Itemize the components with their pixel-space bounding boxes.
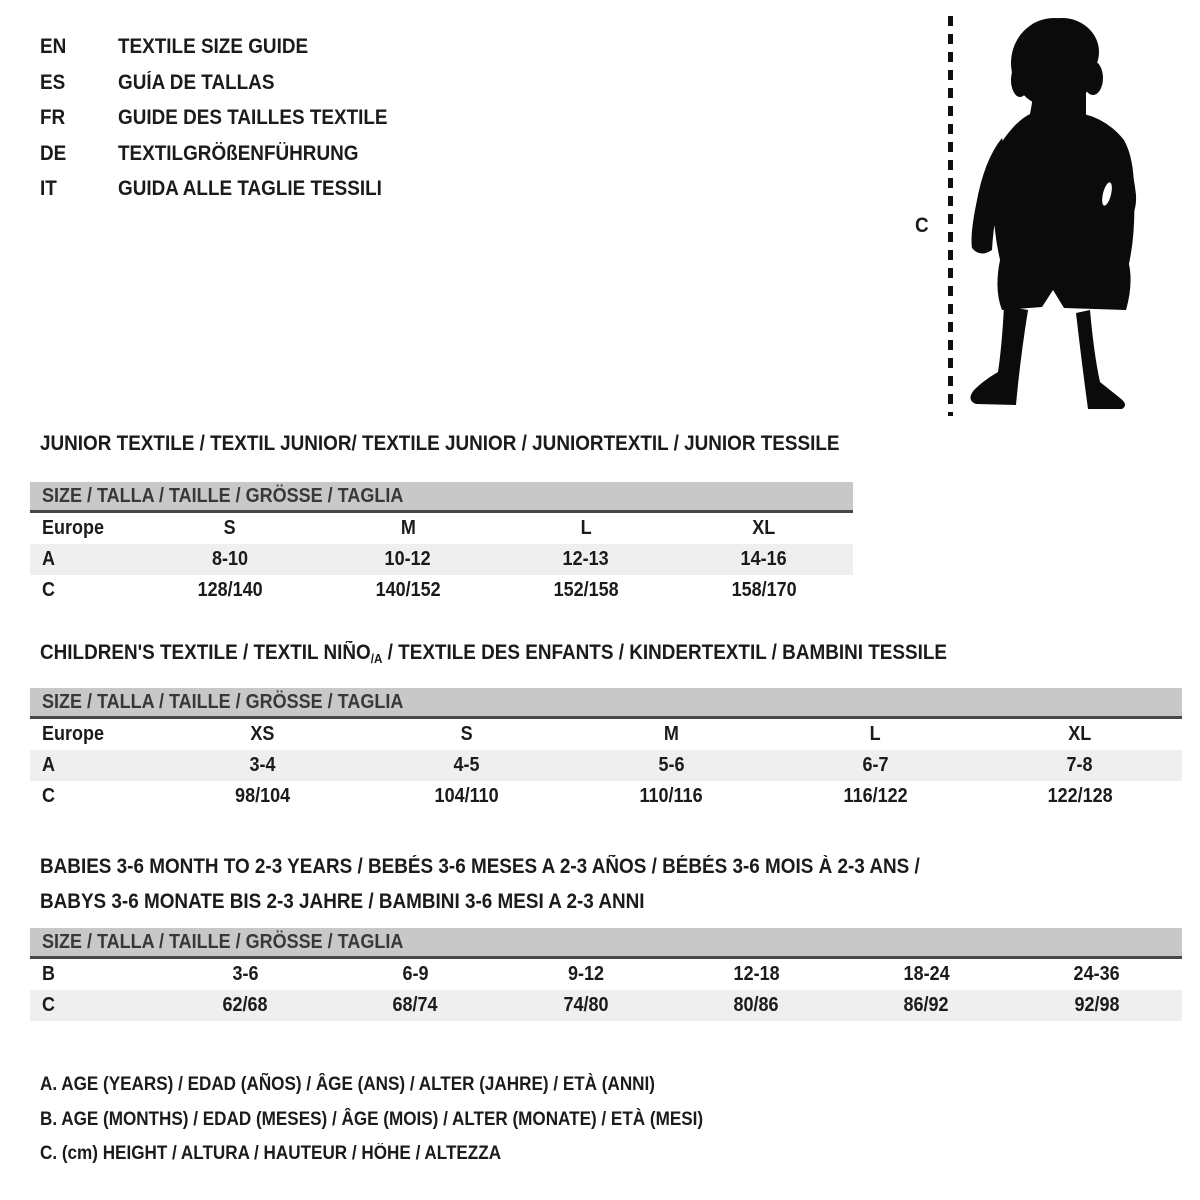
size-cell: XL: [752, 517, 776, 539]
legend-height-cm: C. (cm) HEIGHT / ALTURA / HAUTEUR / HÖHE / ALTEZZA: [40, 1143, 502, 1164]
age-cell: 12-13: [562, 548, 610, 570]
toddler-silhouette: [958, 10, 1148, 416]
table-row: [30, 513, 853, 544]
height-cell: 110/116: [639, 785, 703, 807]
junior-size-table: [30, 482, 853, 606]
language-title: GUIDA ALLE TAGLIE TESSILI: [118, 177, 382, 200]
age-cell: 5-6: [657, 754, 684, 776]
language-row-de: [40, 136, 417, 172]
language-code: EN: [40, 35, 67, 58]
age-cell: 12-18: [733, 963, 780, 985]
height-cell: 80/86: [733, 994, 779, 1016]
age-cell: 14-16: [740, 548, 788, 570]
height-cell: 92/98: [1074, 994, 1120, 1016]
size-cell: M: [663, 723, 679, 745]
language-code: DE: [40, 141, 67, 165]
row-label: C: [42, 994, 56, 1016]
table-row: [30, 750, 1182, 781]
table-row: [30, 781, 1182, 812]
age-cell: 8-10: [211, 548, 249, 570]
size-header-bar: SIZE / TALLA / TAILLE / GRÖSSE / TAGLIA: [30, 688, 1182, 716]
babies-size-table: [30, 928, 1182, 1021]
language-row-fr: [40, 100, 417, 136]
legend-age-years: A. AGE (YEARS) / EDAD (AÑOS) / ÂGE (ANS) / ALTER (JAHRE) / ETÀ (ANNI): [40, 1074, 655, 1095]
age-cell: 24-36: [1073, 963, 1120, 985]
junior-section-title: JUNIOR TEXTILE / TEXTIL JUNIOR/ TEXTILE JUNIOR / JUNIORTEXTIL / JUNIOR TESSILE: [40, 432, 840, 455]
row-label: C: [42, 579, 56, 601]
row-label: Europe: [42, 723, 105, 745]
height-measure-dashed-line: [948, 16, 953, 416]
height-cell: 98/104: [234, 785, 290, 807]
size-header-bar: SIZE / TALLA / TAILLE / GRÖSSE / TAGLIA: [30, 482, 853, 510]
language-title: TEXTILGRÖßENFÜHRUNG: [118, 141, 359, 165]
table-row: [30, 544, 853, 575]
height-cell: 116/122: [843, 785, 908, 807]
language-list: [40, 29, 417, 207]
babies-section-title: [40, 849, 1182, 919]
size-cell: XL: [1068, 723, 1092, 745]
babies-textile-section: [30, 849, 1182, 1021]
nino-a-subscript: /A: [370, 651, 383, 666]
measurement-legend: [40, 1068, 777, 1172]
height-cell: 86/92: [903, 994, 950, 1016]
age-cell: 3-4: [249, 754, 276, 776]
age-cell: 6-7: [862, 754, 889, 776]
language-row-en: [40, 29, 417, 65]
children-section-title: CHILDREN'S TEXTILE / TEXTIL $NIÑO_{/A}$ / TEXTILE DES ENFANTS / KINDERTEXTIL / BAMBINI TESSILE: [40, 641, 948, 666]
size-cell: S: [223, 517, 237, 539]
language-code: FR: [40, 106, 66, 129]
size-cell: L: [580, 517, 592, 539]
height-measure-label: C: [915, 214, 929, 237]
age-cell: 3-6: [232, 963, 259, 985]
language-code: IT: [40, 177, 57, 200]
language-title: TEXTILE SIZE GUIDE: [118, 35, 309, 58]
children-textile-section: [30, 641, 1182, 812]
children-size-table: [30, 688, 1182, 812]
row-label: Europe: [42, 517, 105, 539]
table-row: [30, 959, 1182, 990]
language-title: GUÍA DE TALLAS: [118, 70, 275, 94]
babies-title-line2: BABYS 3-6 MONATE BIS 2-3 JAHRE / BAMBINI 3-6 MESI A 2-3 ANNI: [40, 890, 645, 913]
size-cell: M: [400, 517, 416, 539]
age-cell: 10-12: [384, 548, 432, 570]
height-cell: 68/74: [392, 994, 439, 1016]
size-cell: XS: [250, 723, 275, 745]
row-label: B: [42, 963, 56, 985]
table-row: [30, 719, 1182, 750]
table-row: [30, 990, 1182, 1021]
legend-age-months: B. AGE (MONTHS) / EDAD (MESES) / ÂGE (MOIS) / ALTER (MONATE) / ETÀ (MESI): [40, 1108, 704, 1130]
language-title: GUIDE DES TAILLES TEXTILE: [118, 106, 388, 129]
language-code: ES: [40, 70, 66, 94]
language-row-es: [40, 65, 417, 101]
size-header-bar: SIZE / TALLA / TAILLE / GRÖSSE / TAGLIA: [30, 928, 1182, 956]
age-cell: 4-5: [453, 754, 480, 776]
age-cell: 6-9: [402, 963, 429, 985]
age-cell: 18-24: [903, 963, 950, 985]
height-cell: 158/170: [731, 579, 797, 601]
babies-title-line1: BABIES 3-6 MONTH TO 2-3 YEARS / BEBÉS 3-6 MESES A 2-3 AÑOS / BÉBÉS 3-6 MOIS À 2-3 ANS /: [40, 855, 920, 878]
height-cell: 128/140: [197, 579, 263, 601]
age-cell: 9-12: [567, 963, 604, 985]
row-label: A: [42, 548, 56, 570]
size-cell: L: [869, 723, 881, 745]
age-cell: 7-8: [1066, 754, 1093, 776]
junior-textile-section: [30, 432, 853, 606]
size-cell: S: [460, 723, 473, 745]
height-cell: 74/80: [563, 994, 609, 1016]
height-cell: 104/110: [434, 785, 499, 807]
language-row-it: [40, 171, 417, 207]
row-label: A: [42, 754, 56, 776]
table-row: [30, 575, 853, 606]
height-cell: 140/152: [375, 579, 441, 601]
row-label: C: [42, 785, 56, 807]
height-cell: 152/158: [553, 579, 619, 601]
height-cell: 122/128: [1047, 785, 1113, 807]
height-cell: 62/68: [222, 994, 268, 1016]
